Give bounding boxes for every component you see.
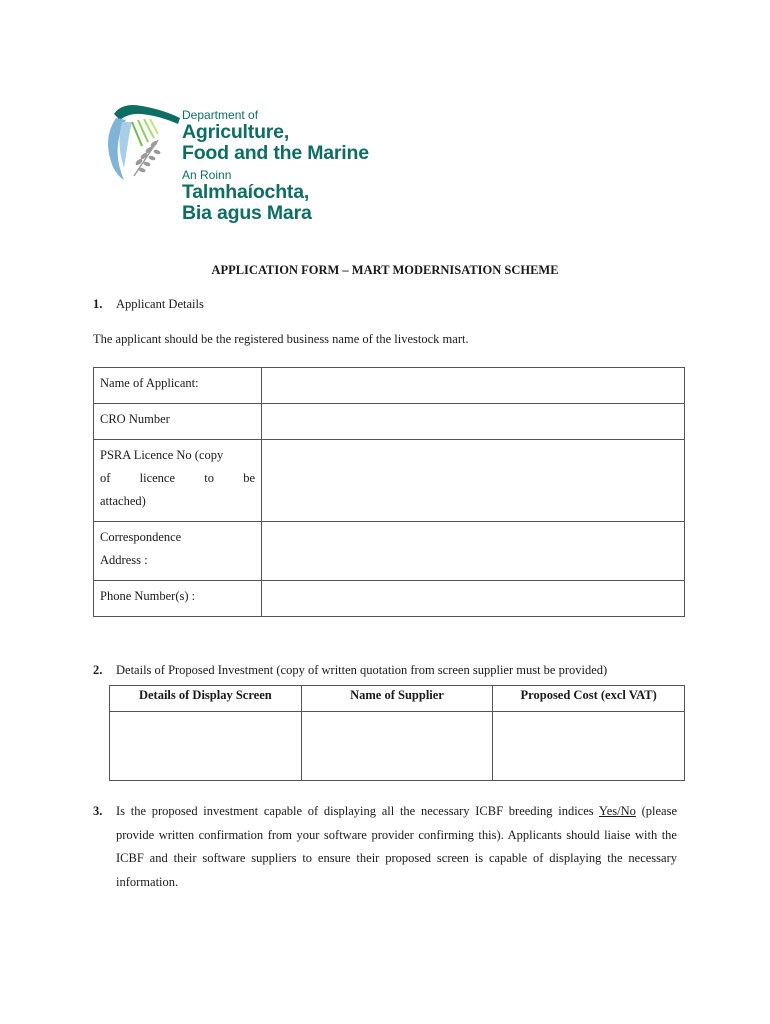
section2-number: 2. xyxy=(93,663,103,677)
proposed-cost-field[interactable] xyxy=(493,712,685,781)
logo-irish-line1: Talmhaíochta, xyxy=(182,181,310,203)
label-phone-numbers: Phone Number(s) : xyxy=(94,581,262,617)
label-name-of-applicant: Name of Applicant: xyxy=(94,368,262,404)
department-logo xyxy=(98,92,398,227)
proposed-investment-table xyxy=(109,685,685,781)
table-row xyxy=(94,522,685,581)
section3-text-after: (please provide written confirmation from your software provider confirming this). Applicants should liaise with the ICBF and their software suppliers to ensure their proposed screen is capable of displaying the necessary information. xyxy=(116,804,677,889)
display-screen-details-field[interactable] xyxy=(110,712,302,781)
label-cro-number: CRO Number xyxy=(94,404,262,440)
yes-no-option[interactable]: Yes/No xyxy=(598,804,636,818)
table-row xyxy=(94,404,685,440)
applicant-details-table xyxy=(93,367,685,617)
harp-logo-icon xyxy=(102,96,182,196)
col-details-of-display-screen: Details of Display Screen xyxy=(110,686,302,712)
logo-irish-small: An Roinn xyxy=(182,168,232,182)
section1-heading: Applicant Details xyxy=(116,297,204,311)
section1-intro: The applicant should be the registered business name of the livestock mart. xyxy=(93,332,469,346)
form-title: APPLICATION FORM – MART MODERNISATION SCHEME xyxy=(211,263,559,277)
col-proposed-cost: Proposed Cost (excl VAT) xyxy=(493,686,685,712)
section3-question xyxy=(116,800,677,894)
correspondence-address-field[interactable] xyxy=(262,522,685,581)
table-row xyxy=(94,440,685,522)
section1-number: 1. xyxy=(93,297,103,311)
section2-heading: Details of Proposed Investment (copy of written quotation from screen supplier must be provided) xyxy=(116,663,608,677)
label-correspondence-address: Correspondence Address : xyxy=(94,522,262,581)
cro-number-field[interactable] xyxy=(262,404,685,440)
table-row xyxy=(94,368,685,404)
psra-licence-field[interactable] xyxy=(262,440,685,522)
logo-irish-line2: Bia agus Mara xyxy=(182,202,312,224)
table-row xyxy=(94,581,685,617)
table-row xyxy=(110,712,685,781)
logo-dept-of: Department of xyxy=(182,108,259,122)
section3-text-before: Is the proposed investment capable of displaying all the necessary ICBF breeding indices xyxy=(116,804,599,818)
supplier-name-field[interactable] xyxy=(301,712,493,781)
logo-line2: Food and the Marine xyxy=(182,142,369,164)
col-name-of-supplier: Name of Supplier xyxy=(301,686,493,712)
name-of-applicant-field[interactable] xyxy=(262,368,685,404)
phone-numbers-field[interactable] xyxy=(262,581,685,617)
table-header-row xyxy=(110,686,685,712)
section3-number: 3. xyxy=(93,804,103,818)
label-psra-licence: PSRA Licence No (copy of licence to be attached) xyxy=(94,440,262,522)
logo-line1: Agriculture, xyxy=(182,121,290,143)
